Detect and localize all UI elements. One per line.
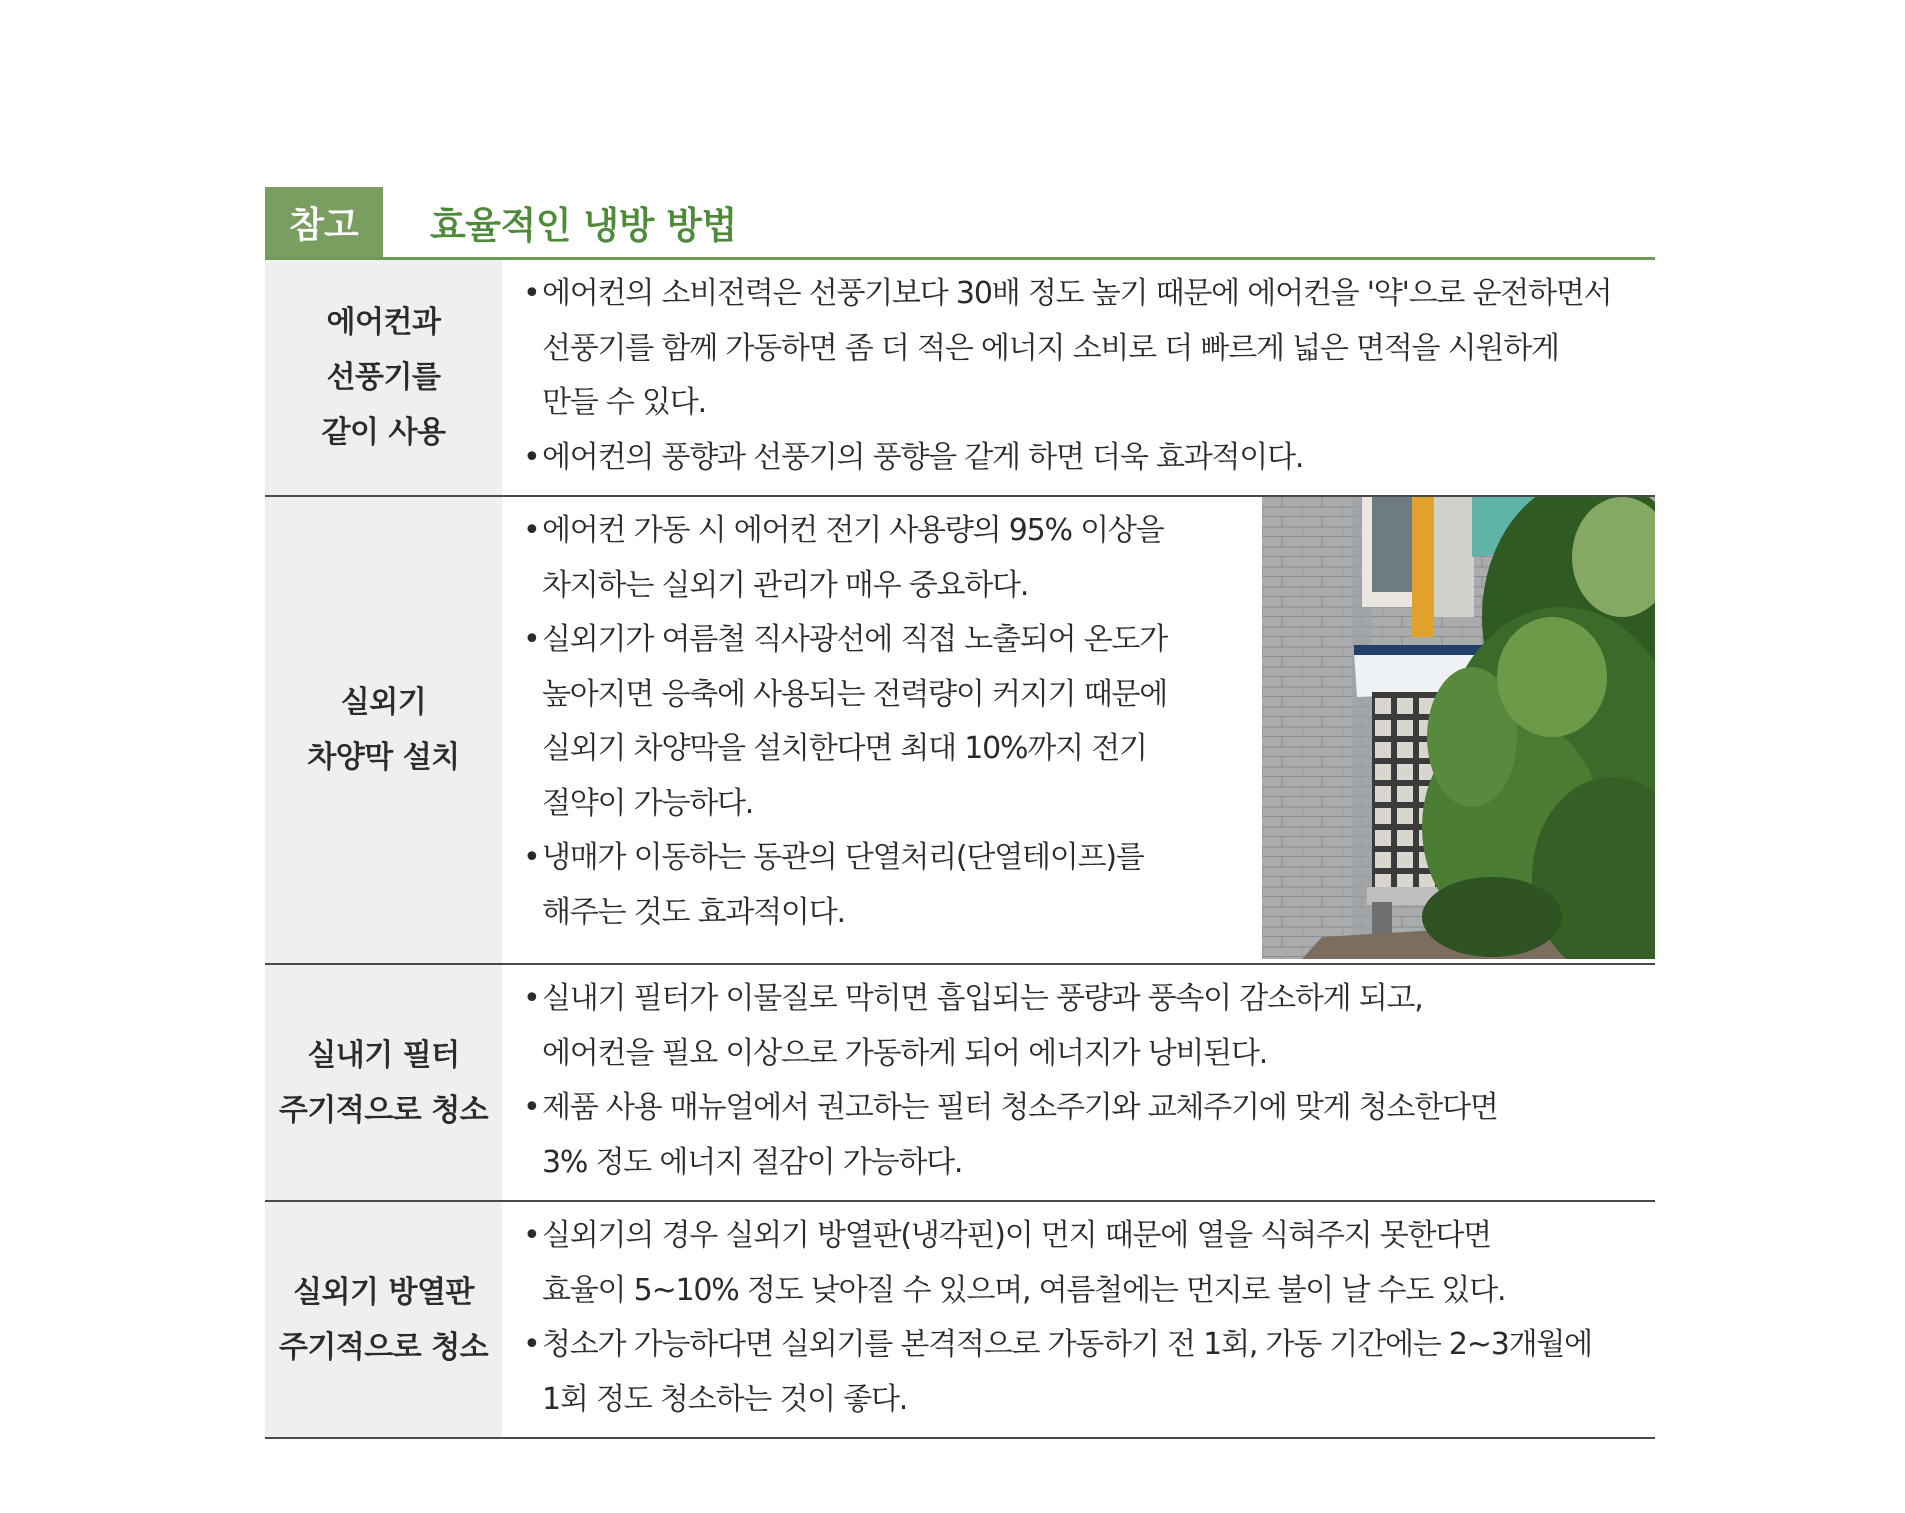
bullet-dot: • — [523, 439, 540, 475]
row-aircon-fan — [265, 260, 1655, 497]
bullet-line: 3% 정도 에너지 절감이 가능하다. — [542, 1144, 963, 1180]
bullet-line: 제품 사용 매뉴얼에서 권고하는 필터 청소주기와 교체주기에 맞게 청소한다면 — [542, 1090, 1498, 1125]
bullet-dot: • — [523, 840, 540, 875]
box-header — [265, 187, 1655, 260]
bullet-dot: • — [523, 276, 540, 311]
row-label-line: 선풍기를 — [326, 360, 441, 395]
bullet-line: 에어컨 가동 시 에어컨 전기 사용량의 95% 이상을 — [542, 513, 1164, 548]
bullet-line: 절약이 가능하다. — [542, 785, 754, 821]
bullet-item — [502, 1081, 1655, 1190]
bullet-dot: • — [523, 1218, 540, 1253]
bullet-line: 에어컨을 필요 이상으로 가동하게 되어 에너지가 낭비된다. — [542, 1035, 1268, 1071]
bullet-item — [502, 1209, 1655, 1318]
bullet-dot: • — [523, 981, 540, 1016]
bullet-line: 실외기의 경우 실외기 방열판(냉각핀)이 먼지 때문에 열을 식혀주지 못한다면 — [542, 1218, 1491, 1253]
bullet-item — [502, 613, 1262, 831]
row-label-line: 에어컨과 — [326, 305, 441, 340]
row-label-line: 실내기 필터 — [307, 1037, 460, 1073]
bullet-line: 에어컨의 소비전력은 선풍기보다 30배 정도 높기 때문에 에어컨을 '약'으로 운전하면서 — [542, 276, 1612, 311]
reference-tag: 참고 — [265, 187, 383, 257]
bullet-line: 에어컨의 풍향과 선풍기의 풍향을 같게 하면 더욱 효과적이다. — [542, 439, 1304, 475]
reference-box — [265, 187, 1655, 1439]
bullet-line: 해주는 것도 효과적이다. — [542, 894, 845, 930]
bullet-line: 실내기 필터가 이물질로 막히면 흡입되는 풍량과 풍속이 감소하게 되고, — [542, 981, 1423, 1016]
row-label-line: 실외기 — [340, 685, 427, 720]
bullet-line: 효율이 5~10% 정도 낮아질 수 있으며, 여름철에는 먼지로 불이 날 수도 있다. — [542, 1272, 1506, 1308]
row-outdoor-shade — [265, 497, 1655, 965]
row-content — [502, 1202, 1655, 1437]
bullet-item — [502, 431, 1655, 486]
bullet-item — [502, 831, 1262, 940]
row-content — [502, 260, 1655, 495]
row-label-line: 차양막 설치 — [307, 740, 460, 775]
bullet-line: 청소가 가능하다면 실외기를 본격적으로 가동하기 전 1회, 가동 기간에는 2~3개월에 — [542, 1327, 1592, 1362]
bullet-line: 실외기 차양막을 설치한다면 최대 10%까지 전기 — [542, 731, 1147, 766]
bullet-line: 차지하는 실외기 관리가 매우 중요하다. — [542, 567, 1029, 603]
bullet-line: 냉매가 이동하는 동관의 단열처리(단열테이프)를 — [542, 840, 1144, 875]
row-outdoor-fin — [265, 1202, 1655, 1439]
row-label-line: 같이 사용 — [321, 415, 446, 450]
bullet-item — [502, 972, 1655, 1081]
row-indoor-filter — [265, 965, 1655, 1202]
bullet-dot: • — [523, 1090, 540, 1125]
bullet-item — [502, 1318, 1655, 1427]
bullet-dot: • — [523, 622, 540, 657]
row-label-line: 주기적으로 청소 — [278, 1092, 489, 1128]
bullet-line: 만들 수 있다. — [542, 385, 706, 420]
outdoor-unit-shade-photo — [1262, 497, 1655, 963]
row-label — [265, 1202, 502, 1437]
row-label — [265, 497, 502, 963]
row-label-line: 실외기 방열판 — [293, 1274, 474, 1310]
row-content — [502, 965, 1655, 1200]
bullet-line: 선풍기를 함께 가동하면 좀 더 적은 에너지 소비로 더 빠르게 넓은 면적을 시원하게 — [542, 330, 1559, 366]
bullet-dot: • — [523, 1327, 540, 1362]
bullet-item — [502, 267, 1655, 431]
row-content — [502, 497, 1262, 963]
bullet-dot: • — [523, 513, 540, 548]
bullet-line: 실외기가 여름철 직사광선에 직접 노출되어 온도가 — [542, 622, 1168, 657]
box-title: 효율적인 냉방 방법 — [430, 204, 737, 247]
bullet-item — [502, 504, 1262, 613]
bullet-line: 높아지면 응축에 사용되는 전력량이 커지기 때문에 — [542, 676, 1168, 712]
row-label-line: 주기적으로 청소 — [278, 1329, 489, 1365]
bullet-line: 1회 정도 청소하는 것이 좋다. — [542, 1381, 908, 1417]
row-label — [265, 260, 502, 495]
row-label — [265, 965, 502, 1200]
